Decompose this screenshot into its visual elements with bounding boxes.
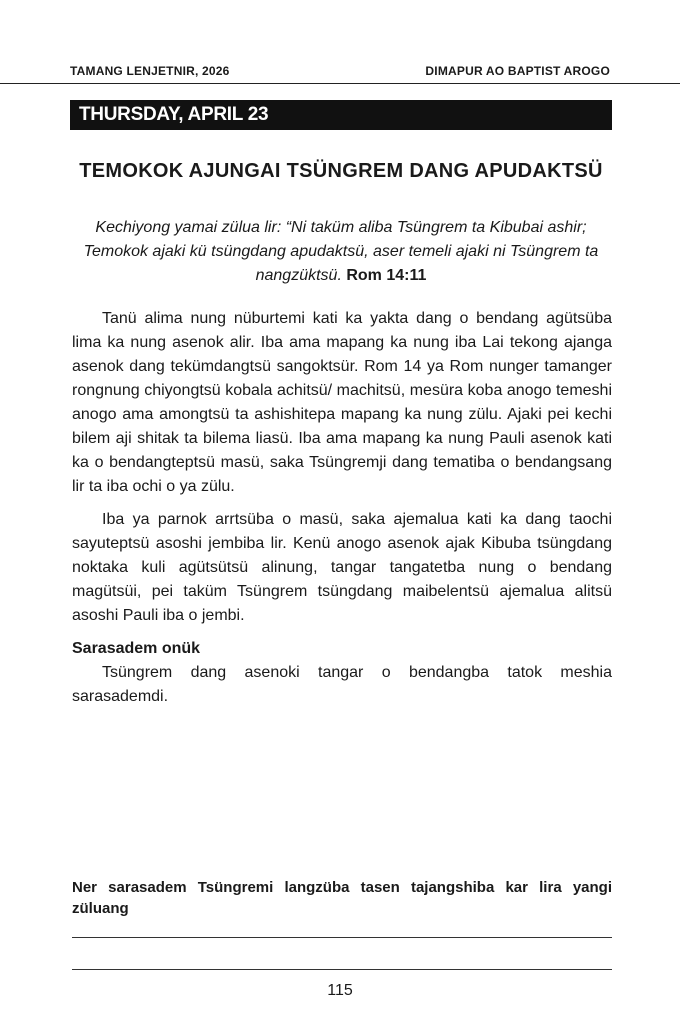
header-divider xyxy=(0,83,680,84)
page-number: 115 xyxy=(327,982,353,999)
page-title: TEMOKOK AJUNGAI TSÜNGREM DANG APUDAKTSÜ xyxy=(79,160,603,182)
reflection-text: Tsüngrem dang asenoki tangar o bendangba tatok meshia sarasademdi. xyxy=(72,664,612,705)
writing-line xyxy=(72,937,612,938)
devotional-body xyxy=(72,307,612,718)
writing-line xyxy=(72,969,612,970)
day-banner: THURSDAY, APRIL 23 xyxy=(70,100,612,130)
header-right-title: DIMAPUR AO BAPTIST AROGO xyxy=(425,64,610,78)
verse-reference: Rom 14:11 xyxy=(346,267,427,284)
scripture-verse xyxy=(70,216,612,288)
reflection-heading: Sarasadem onük xyxy=(72,640,201,657)
paragraph: Tanü alima nung nüburtemi kati ka yakta dang o bendang agütsüba lima ka nung asenok alir. Iba ama mapang ka nung iba Lai tekong ajanga asenok dang tekümdangtsü sangoktsür. Rom 14 ya Rom nunger tamanger rongnung chiyongtsü kobala achitsü/ machitsü, mesüra koba anogo temeshi anogo ama amongtsü ta ashishitepa mapang ka nung zülu. Ajaki pei kechi bilem aji shitak ta bilema liasü. Iba ama mapang ka nung Pauli asenok kati ka o bendangteptsü masü, saka Tsüngremji dang tematiba o bendangsang lir ta iba ochi o ya zülu. xyxy=(72,310,612,495)
reflection-prompt: Ner sarasadem Tsüngremi langzüba tasen tajangshiba kar lira yangi züluang xyxy=(72,879,612,917)
verse-text: Kechiyong yamai zülua lir: “Ni taküm aliba Tsüngrem ta Kibubai ashir; Temokok ajaki kü tsüngdang apudaktsü, aser temeli ajaki ni Tsüngrem ta nangzüktsü. xyxy=(83,219,599,284)
header-left-title: TAMANG LENJETNIR, 2026 xyxy=(70,64,230,78)
paragraph: Iba ya parnok arrtsüba o masü, saka ajemalua kati ka dang taochi sayuteptsü asoshi jembiba lir. Kenü anogo asenok ajak Kibuba tsüngdang noktaka kuli agütsütsü alinung, tangar tangatetba nung o bendang magütsüi, pei taküm Tsüngrem tsüngdang maibelentsü ajemalua alitsü asoshi Pauli iba o jembi. xyxy=(72,511,612,624)
